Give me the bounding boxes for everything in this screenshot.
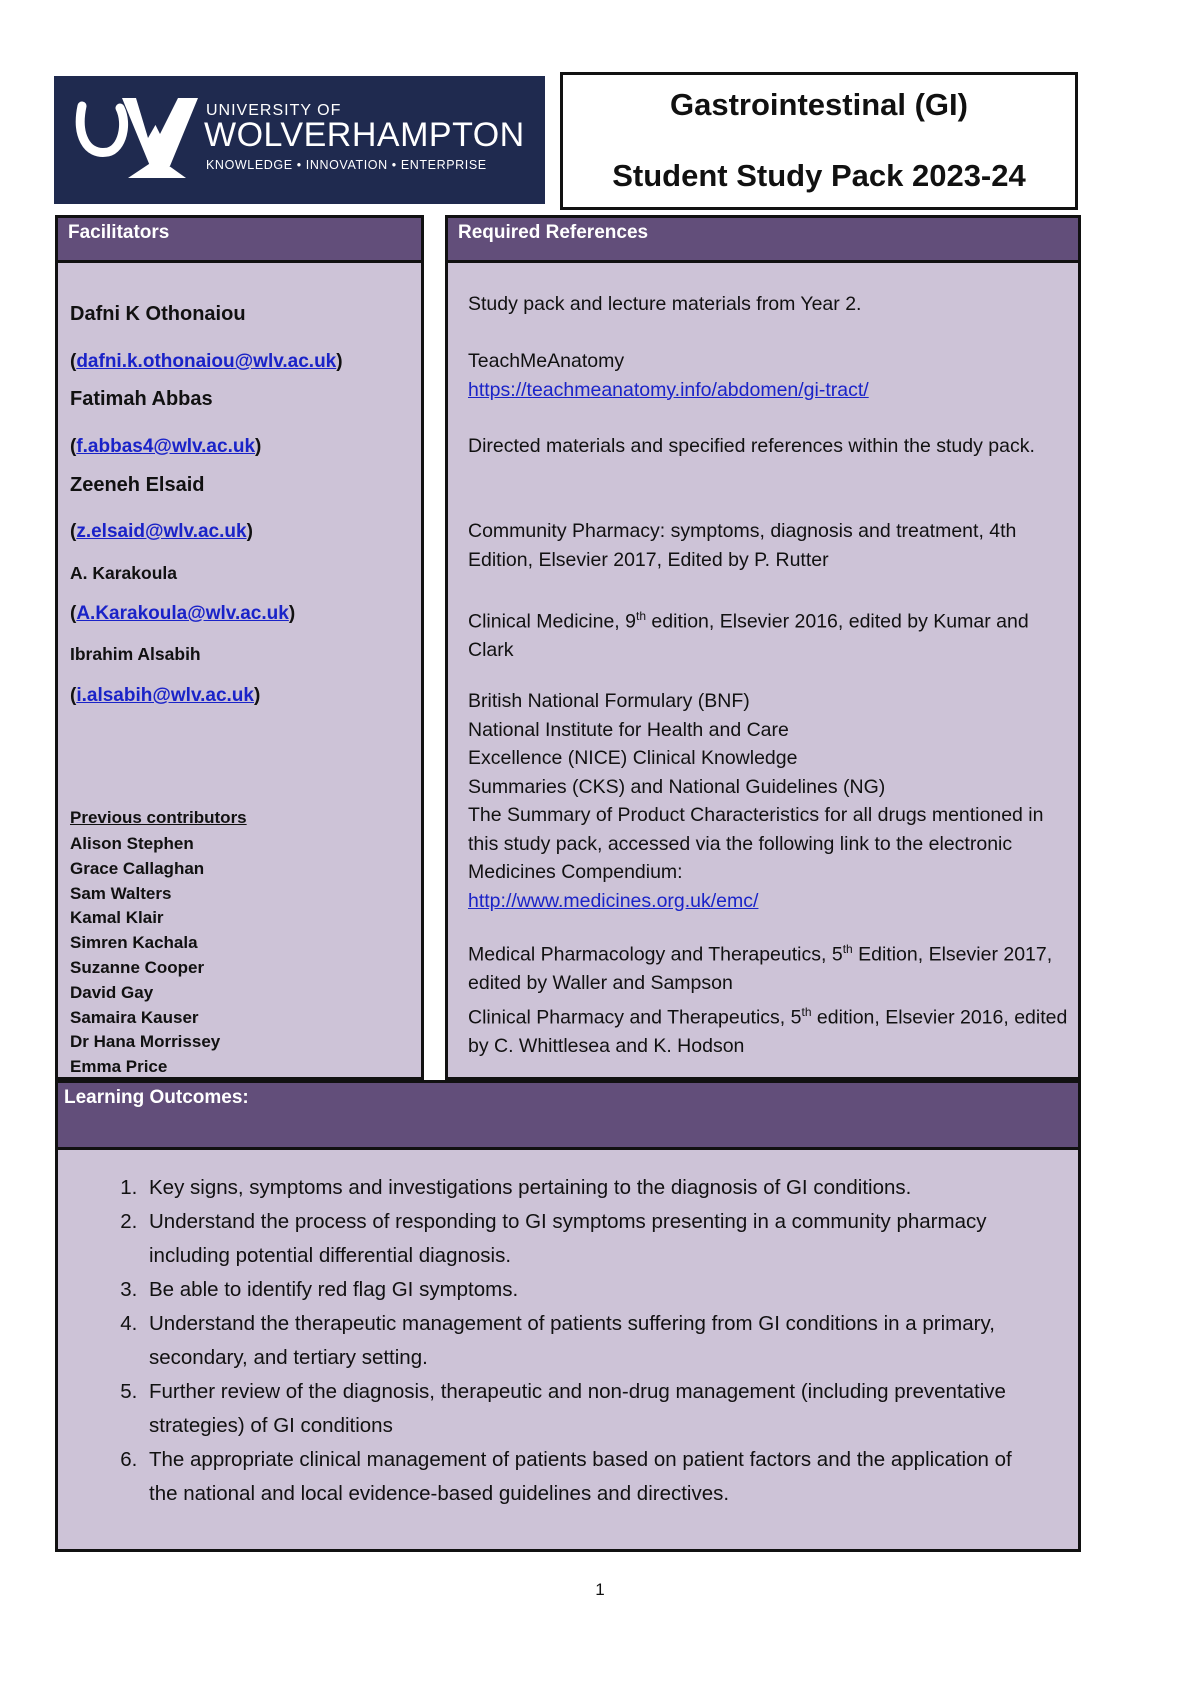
facilitator-name: Zeeneh Elsaid <box>70 474 205 496</box>
title-box <box>560 72 1078 210</box>
facilitator-email: (f.abbas4@wlv.ac.uk) <box>70 436 262 457</box>
university-crest-icon <box>74 94 204 184</box>
facilitator-email: (A.Karakoula@wlv.ac.uk) <box>70 603 296 624</box>
reference-item: Community Pharmacy: symptoms, diagnosis and treatment, 4th Edition, Elsevier 2017, Edited by P. Rutter <box>468 520 1017 571</box>
contributor: David Gay <box>70 982 154 1002</box>
facilitator-email-link[interactable]: z.elsaid@wlv.ac.uk <box>76 521 247 542</box>
facilitator-name: Fatimah Abbas <box>70 388 213 410</box>
facilitator-email: (i.alsabih@wlv.ac.uk) <box>70 685 261 706</box>
learning-outcomes-panel <box>55 1080 1081 1552</box>
contributor: Sam Walters <box>70 883 172 903</box>
references-panel <box>445 215 1081 1080</box>
contributor: Grace Callaghan <box>70 858 205 878</box>
reference-line <box>468 935 1068 998</box>
contributor: Simren Kachala <box>70 933 198 953</box>
reference-sup: th <box>842 942 853 956</box>
reference-text: Edition, Elsevier 2017, edited by Waller and Sampson <box>468 943 1053 994</box>
reference-line: Excellence (NICE) Clinical Knowledge <box>468 747 798 769</box>
learning-outcomes-list <box>143 1171 1043 1511</box>
facilitators-heading: Facilitators <box>58 218 421 263</box>
reference-text: edition, Elsevier 2016, edited by Kumar and Clark <box>468 610 1029 661</box>
contributor: Dr Hana Morrissey <box>70 1032 221 1052</box>
reference-line: National Institute for Health and Care <box>468 718 789 741</box>
learning-outcomes-heading: Learning Outcomes: <box>58 1083 1078 1150</box>
facilitator-email-link[interactable]: f.abbas4@wlv.ac.uk <box>76 436 256 457</box>
reference-text: Clinical Pharmacy and Therapeutics, 5 <box>468 1006 802 1028</box>
page-number: 1 <box>595 1580 605 1599</box>
contributor: Emma Price <box>70 1057 168 1077</box>
facilitators-panel <box>55 215 424 1080</box>
reference-line: Summaries (CKS) and National Guidelines (NG) <box>468 775 886 798</box>
facilitator-name: A. Karakoula <box>70 563 177 583</box>
previous-contributors-list <box>70 832 220 1080</box>
reference-item <box>468 347 1068 404</box>
references-heading: Required References <box>448 218 1078 263</box>
facilitator-name: Dafni K Othonaiou <box>70 303 246 325</box>
learning-outcome: 5. Further review of the diagnosis, therapeutic and non-drug management (including preventative strategies) of GI conditions <box>143 1375 1043 1443</box>
reference-text: Medical Pharmacology and Therapeutics, 5 <box>468 943 843 966</box>
facilitator-email: (dafni.k.othonaiou@wlv.ac.uk) <box>70 351 343 372</box>
learning-outcome: 4. Understand the therapeutic management of patients suffering from GI conditions in a primary, secondary, and tertiary setting. <box>143 1307 1043 1375</box>
teachmeanatomy-link[interactable]: https://teachmeanatomy.info/abdomen/gi-tract/ <box>468 378 869 401</box>
contributor: Samaira Kauser <box>70 1007 199 1027</box>
reference-item: Study pack and lecture materials from Year 2. <box>468 293 862 315</box>
document-title: Gastrointestinal (GI) <box>670 87 968 122</box>
reference-item <box>468 935 1068 1060</box>
facilitator-email: (z.elsaid@wlv.ac.uk) <box>70 521 253 542</box>
reference-text: edition, Elsevier 2016, edited by C. Whittlesea and K. Hodson <box>468 1006 1068 1057</box>
learning-outcome: 6. The appropriate clinical management of patients based on patient factors and the application of the national and local evidence-based guidelines and directives. <box>143 1443 1043 1511</box>
reference-sup: th <box>801 1004 812 1019</box>
facilitator-email-link[interactable]: dafni.k.othonaiou@wlv.ac.uk <box>76 351 337 372</box>
logo-line-2: WOLVERHAMPTON <box>204 116 525 154</box>
logo-line-3: KNOWLEDGE • INNOVATION • ENTERPRISE <box>206 158 487 172</box>
reference-sup: th <box>636 609 647 623</box>
university-logo <box>54 76 545 204</box>
reference-item <box>468 602 1068 665</box>
previous-contributors-title: Previous contributors <box>70 808 247 827</box>
contributor: Alison Stephen <box>70 834 194 853</box>
reference-title: TeachMeAnatomy <box>468 350 625 372</box>
facilitator-email-link[interactable]: A.Karakoula@wlv.ac.uk <box>76 603 289 624</box>
learning-outcome: 2. Understand the process of responding to GI symptoms presenting in a community pharmacy including potential differential diagnosis. <box>143 1205 1043 1273</box>
contributor: Suzanne Cooper <box>70 957 205 977</box>
reference-text: Clinical Medicine, 9 <box>468 610 636 633</box>
learning-outcome: 1. Key signs, symptoms and investigations pertaining to the diagnosis of GI conditions. <box>143 1171 1043 1205</box>
medicines-compendium-link[interactable]: http://www.medicines.org.uk/emc/ <box>468 889 759 912</box>
facilitator-name: Ibrahim Alsabih <box>70 644 201 664</box>
reference-line: British National Formulary (BNF) <box>468 690 750 712</box>
reference-line <box>468 998 1068 1061</box>
reference-line: The Summary of Product Characteristics for all drugs mentioned in this study pack, accessed via the following link to the electronic Medicines Compendium: <box>468 804 1044 883</box>
learning-outcome: 3. Be able to identify red flag GI symptoms. <box>143 1273 1043 1307</box>
reference-item <box>468 687 1068 915</box>
logo-line-1: UNIVERSITY OF <box>206 102 342 119</box>
facilitator-email-link[interactable]: i.alsabih@wlv.ac.uk <box>76 685 254 706</box>
contributor: Kamal Klair <box>70 908 164 928</box>
reference-item: Directed materials and specified references within the study pack. <box>468 435 1035 457</box>
document-subtitle: Student Study Pack 2023-24 <box>612 158 1026 193</box>
